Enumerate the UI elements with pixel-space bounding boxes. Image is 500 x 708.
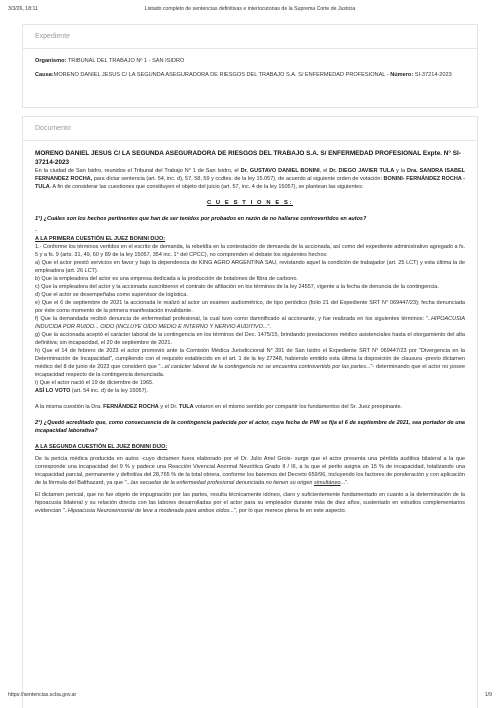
pericia-text: ...". bbox=[340, 480, 349, 487]
fact-f bbox=[35, 315, 465, 331]
print-footer bbox=[8, 692, 492, 702]
fact-i: i) Que el actor nació el 19 de diciembre de 1965. bbox=[35, 380, 154, 387]
expediente-body bbox=[23, 49, 477, 79]
pericia-quote-underlined: simultáneo bbox=[313, 480, 341, 487]
pericia-text: De la pericia médica producida en autos -cuyo dictamen fuera elaborado por el Dr. Julio Ariel Grois- surge que el actor presenta una pérdida auditiva bilateral a la que corresponde una incapacidad del 9 % y padece una Reacción Vivencial Anormal Neurótica Grado II / III, a la que el perito asigna un 15 % de incapacidad, totalizando una incapacidad parcial, permanente y definitiva del 28,765 % de la total obrera, conforme los baremos del Decreto 659/96, incluyendo los factores de ponderación y con aplicación de la fórmula del Balthazard, ya que " bbox=[35, 456, 465, 487]
intro-text: En la ciudad de San Isidro, reunidos el Tribunal del Trabajo N° 1 de San Isidro, el bbox=[35, 168, 241, 175]
pericia-quote: ...las secuelas de la enfermedad profesional denunciada no tienen su origen bbox=[126, 480, 314, 487]
fact-h bbox=[35, 347, 465, 379]
intro-text: , el bbox=[319, 168, 330, 175]
dictamen-text: ", por lo que merece plena fe en este aspecto. bbox=[233, 508, 347, 515]
voting-order: BONINI- FERNÁNDEZ ROCHA - TULA bbox=[35, 176, 465, 191]
organismo-value: TRIBUNAL DEL TRABAJO Nº 1 - SAN ISIDRO bbox=[66, 58, 185, 64]
numero-label: Número: bbox=[390, 72, 414, 79]
fact-g: g) Que la accionada aceptó el carácter laboral de la contingencia en los términos del Dec. 1475/15, brindando prestaciones médico asistenciales hasta el otorgamiento del alta definitiva; sin incapacidad, el 20 de septiembre de 2021. bbox=[35, 332, 465, 347]
paragraph-pericia bbox=[35, 455, 465, 487]
intro-text: para dictar sentencia (art. 54, inc. d), 57, 58, 59 y ccdtes. de la ley 15.057), de acuerdo al siguiente orden de votación: bbox=[92, 176, 384, 183]
fact-c: c) Que la empleadora del actor y la accionada suscribieron el contrato de afiliación en los términos de la ley 24557, vigente a la fecha de denuncia de la contingencia. bbox=[35, 284, 439, 291]
same-text: A la misma cuestión la Dra. bbox=[35, 404, 104, 411]
same-text: votaron en el mismo sentido por compartir los fundamentos del Sr. Juez preopinante. bbox=[193, 404, 403, 411]
fact-e: e) Que el 6 de septiembre de 2021 la accionada le realizó al actor un examen audiométrico, de tipo periódico (folio 21 del Expediente SRT N° 069447/23); fecha denunciada por éste como momento de la primera manifestación invalidante. bbox=[35, 300, 465, 315]
numero-value: SI-37214-2023 bbox=[413, 72, 452, 79]
fact-h-text: h) Que el 14 de febrero de 2023 el actor promovió ante la Comisión Médica Jurisdiccional N° 391 de San Isidro el Expediente SRT N° 069447/23 por "Divergencia en la Determinación de Incapacidad", cumpliendo con el requisito establecido en el art. 1 de la ley 27348, habiendo emitido esta última la disposición de clausura -previo dictamen médico del 8 de junio de 2023 que consideró que " bbox=[35, 348, 465, 371]
documento-body bbox=[23, 141, 477, 515]
question-1: 1°) ¿Cuáles son los hechos pertinentes que han de ser tenidos por probados en razón de no hallarse controvertidos en autos? bbox=[35, 216, 367, 223]
print-title: Listado completo de sentencias definitivas e interlocutorias de la Suprema Corte de Justicia bbox=[144, 6, 356, 12]
cuestiones-heading: C U E S T I O N E S: bbox=[206, 200, 294, 207]
judge-fernandez-rocha: Dra. SANDRA ISABEL FERNANDEZ ROCHA, bbox=[35, 168, 465, 183]
intro-paragraph bbox=[35, 167, 465, 191]
second-question-heading bbox=[35, 443, 465, 451]
fact-h-text: "- determinando que el actor no posee incapacidad respecto de la contingencia denunciada. bbox=[35, 364, 466, 379]
intro-text: y la bbox=[394, 168, 407, 175]
paragraph-dictamen bbox=[35, 491, 465, 515]
document-title: MORENO DANIEL JESUS C/ LA SEGUNDA ASEGURADORA DE RIESGOS DEL TRABAJO S.A. S/ ENFERMEDAD PROFESIONAL Expte. N° SI-37214-2023 bbox=[35, 150, 461, 167]
documento-heading: Documento bbox=[23, 117, 477, 141]
print-page-number: 1/9 bbox=[484, 692, 492, 698]
dash-separator: - bbox=[35, 228, 37, 235]
fact-d: d) Que el actor se desempeñaba como supervisor de logística. bbox=[35, 292, 188, 299]
causa-value: MORENO DANIEL JESUS C/ LA SEGUNDA ASEGURADORA DE RIESGOS DEL TRABAJO S.A. S/ ENFERMEDAD PROFESIONAL - bbox=[53, 72, 391, 79]
vote-text: (art. 54 inc. d) de la ley 15057). bbox=[70, 388, 149, 395]
question-2: 2°) ¿Quedó acreditado que, como consecuencia de la contingencia padecida por el actor, cuya fecha de PMI se fija el 6 de septiembre de 2021, sea portador de una incapacidad laborativa? bbox=[35, 420, 465, 435]
fact-f-text: ". bbox=[267, 324, 271, 331]
expediente-card bbox=[22, 24, 478, 108]
dictamen-text: El dictamen pericial, que no fue objeto de impugnación por las partes, resulta técnicamente idóneo, claro y suficientemente fundamentado en cuanto a la determinación de la hipoacusia bilateral y su relación directa con las labores desarrolladas por el actor para su empleador durante más de diez años, sustentado en estudios complementarios evidencian " bbox=[35, 492, 465, 515]
second-heading-text: A LA SEGUNDA CUESTIÓN EL JUEZ BONINI DIJO: bbox=[35, 444, 168, 451]
judge-name: TULA bbox=[178, 404, 194, 411]
vote-line bbox=[35, 387, 465, 395]
print-date: 3/3/26, 18:11 bbox=[8, 6, 38, 12]
vote-label: ASÍ LO VOTO bbox=[35, 388, 71, 395]
fact-b: b) Que la empleadora del actor es una empresa dedicada a la producción de botalones de fibra de carbono. bbox=[35, 276, 298, 283]
fact-f-text: f) Que la demandada recibió denuncia de enfermedad profesional, la cual tuvo como damnificado al accionante, y fue realizada en los siguientes términos: " bbox=[35, 316, 429, 323]
same-question-paragraph bbox=[35, 403, 465, 411]
intro-text: . A fin de considerar las cuestiones que constituyen el objeto del juicio (art. 57, inc. 4 de la ley 15057), se plantean las siguientes: bbox=[49, 184, 364, 191]
expediente-heading: Expediente bbox=[23, 25, 477, 49]
organismo-label: Organismo: bbox=[35, 58, 67, 64]
organismo-row bbox=[35, 57, 465, 65]
first-heading-text: A LA PRIMERA CUESTIÓN EL JUEZ BONINI DIJO: bbox=[35, 236, 166, 243]
dictamen-quote: ..Hipoacusia Neurosensorial de leve a moderada para ambos oídos... bbox=[64, 508, 234, 515]
judge-bonini: Dr. GUSTAVO DANIEL BONINI bbox=[240, 168, 320, 175]
fact-h-quote: ...el carácter laboral de la contingencia no se encuentra controvertido por las partes... bbox=[160, 364, 371, 371]
documento-card bbox=[22, 116, 478, 708]
paragraph-facts-intro: 1.- Conforme los términos vertidos en el escrito de demanda, la rebeldía en la contestación de demanda de la accionada, así como del expediente administrativo agregado a fs. 5 y a fs. 9 (arts. 31, 49, 60 y 89 de la ley 15057, 354 inc. 1° del CPCC), no comprenden el debate los siguientes hechos: bbox=[35, 244, 465, 259]
fact-f-quote: ..HIPOACUSIA INDUCIDA POR RUIDO... OIDO (INCLUYE OIDO MEDIO E INTERNO Y NERVIO AUDITIVO... bbox=[35, 316, 465, 331]
print-header bbox=[8, 6, 492, 16]
judge-tula: Dr. DIEGO JAVIER TULA bbox=[329, 168, 395, 175]
causa-label: Causa: bbox=[35, 72, 54, 79]
fact-a: a) Que el actor prestó servicios en favor y bajo la dependencia de KING AGRO ARGENTINA SAU, revistando aquel la condición de trabajador (art. 25 LCT) y esta última la de empleadora (art. 26 LCT). bbox=[35, 260, 465, 275]
first-question-heading bbox=[35, 235, 465, 243]
causa-row bbox=[35, 71, 465, 79]
print-url: https://sentencias.scba.gov.ar bbox=[8, 692, 77, 698]
judge-name: FERNÁNDEZ ROCHA bbox=[103, 404, 159, 411]
cuestiones-heading-row bbox=[35, 199, 465, 207]
same-text: y el Dr. bbox=[158, 404, 179, 411]
